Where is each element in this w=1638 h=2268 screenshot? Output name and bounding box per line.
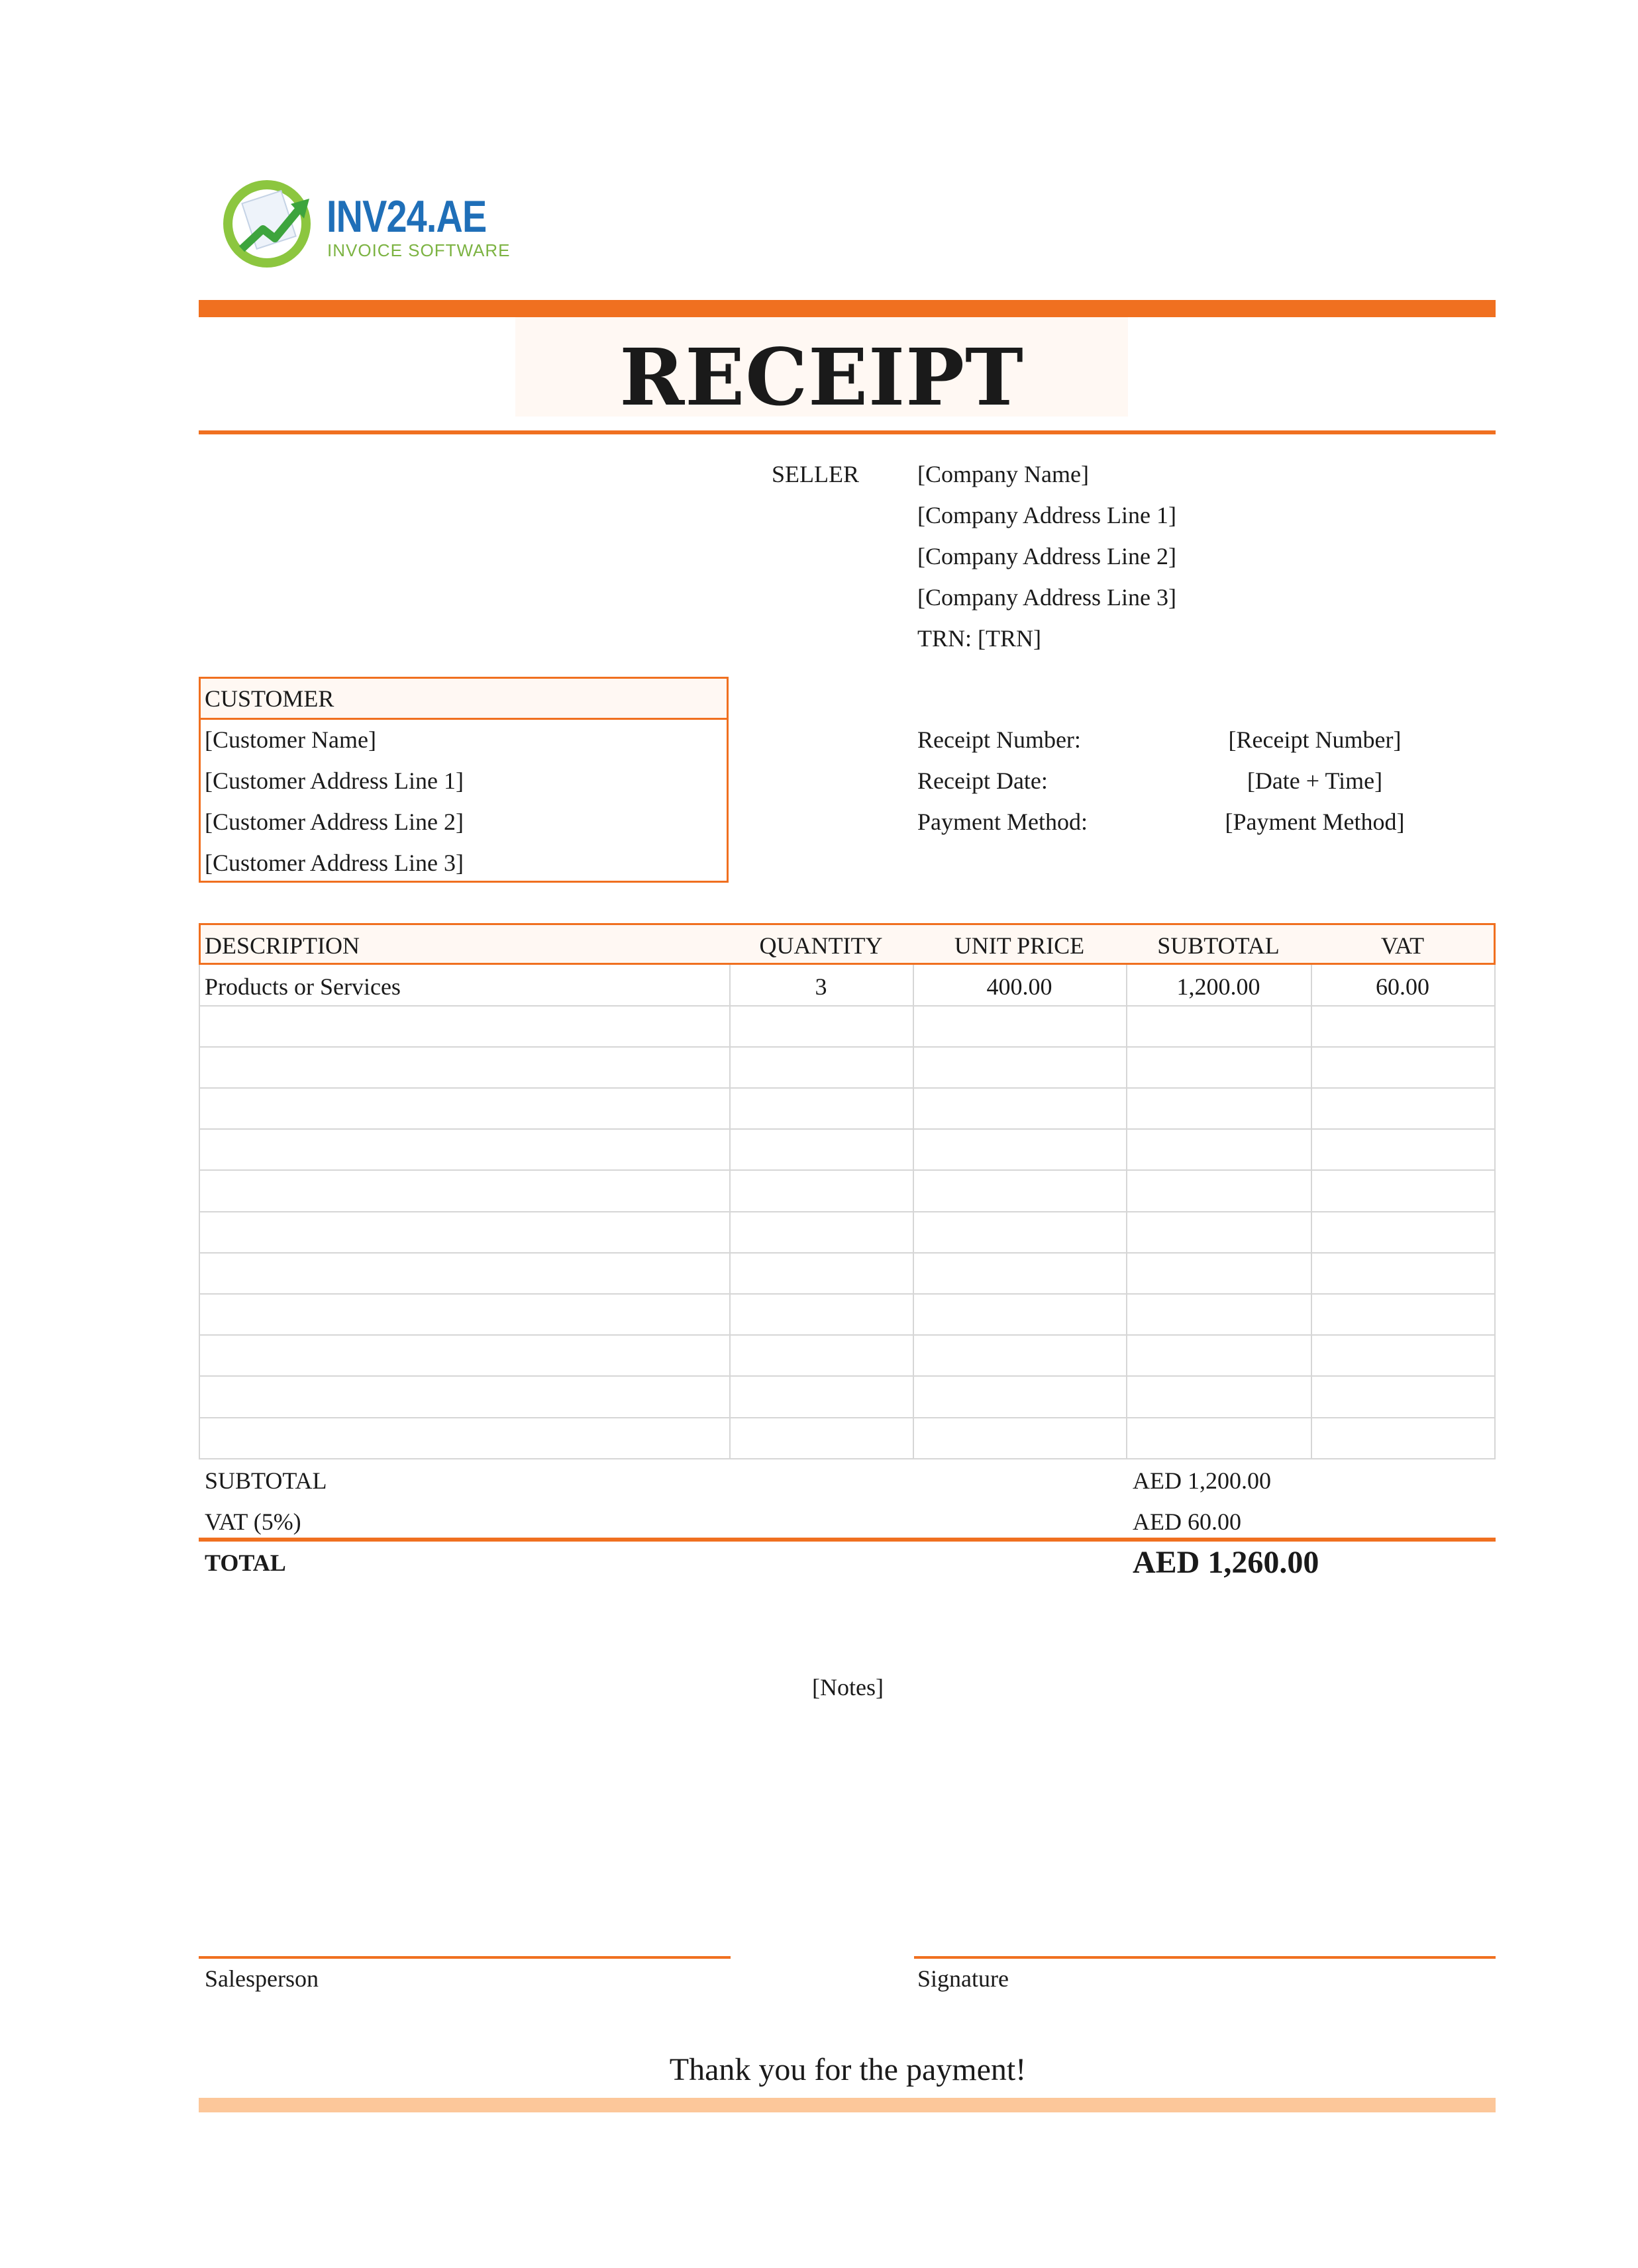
table-grid-line: [199, 1375, 1496, 1377]
signature-label: Signature: [917, 1965, 1009, 1992]
total-label: TOTAL: [205, 1550, 286, 1576]
table-grid-line: [199, 1169, 1496, 1171]
subtotal-label: SUBTOTAL: [205, 1467, 327, 1494]
seller-address-line-3: [Company Address Line 3]: [917, 584, 1176, 611]
table-grid-line: [199, 1087, 1496, 1089]
customer-address-line-2: [Customer Address Line 2]: [205, 809, 464, 835]
seller-trn: TRN: [TRN]: [917, 625, 1041, 652]
table-grid-line: [199, 1334, 1496, 1336]
column-header-vat: VAT: [1380, 932, 1425, 959]
seller-address-line-2: [Company Address Line 2]: [917, 543, 1176, 569]
column-header-description: DESCRIPTION: [205, 932, 360, 959]
seller-address-line-1: [Company Address Line 1]: [917, 502, 1176, 528]
receipt-date-value: [Date + Time]: [1247, 767, 1383, 794]
logo-subtitle: INVOICE SOFTWARE: [327, 240, 511, 260]
receipt-date-label: Receipt Date:: [917, 767, 1048, 794]
logo-chart-icon: [222, 177, 321, 270]
table-cell-subtotal: 1,200.00: [1176, 973, 1260, 1000]
customer-label: CUSTOMER: [205, 685, 334, 712]
bottom-accent-bar: [199, 2098, 1496, 2112]
seller-label: SELLER: [772, 461, 859, 487]
column-header-unit-price: UNIT PRICE: [954, 932, 1085, 959]
payment-method-label: Payment Method:: [917, 809, 1088, 835]
receipt-number-label: Receipt Number:: [917, 726, 1081, 753]
salesperson-label: Salesperson: [205, 1965, 319, 1992]
table-grid-line: [199, 1417, 1496, 1418]
seller-company-name: [Company Name]: [917, 461, 1089, 487]
column-header-quantity: QUANTITY: [759, 932, 883, 959]
receipt-title: RECEIPT: [619, 331, 1024, 423]
notes: [Notes]: [812, 1674, 884, 1701]
total-value: AED 1,260.00: [1133, 1545, 1319, 1580]
thank-you-message: Thank you for the payment!: [669, 2052, 1027, 2087]
receipt-number-value: [Receipt Number]: [1228, 726, 1402, 753]
vat-label: VAT (5%): [205, 1508, 301, 1535]
vat-value: AED 60.00: [1133, 1508, 1241, 1535]
table-grid-line: [199, 1252, 1496, 1254]
table-cell-vat: 60.00: [1376, 973, 1429, 1000]
table-grid-line: [199, 1211, 1496, 1212]
table-grid-line: [199, 1046, 1496, 1048]
customer-address-line-1: [Customer Address Line 1]: [205, 767, 464, 794]
title-divider: [199, 430, 1496, 434]
subtotal-value: AED 1,200.00: [1133, 1467, 1271, 1494]
logo-name: INV24.AE: [327, 191, 487, 242]
top-accent-bar: [199, 300, 1496, 317]
table-grid-line: [199, 1005, 1496, 1007]
table-cell-unit-price: 400.00: [986, 973, 1052, 1000]
customer-address-line-3: [Customer Address Line 3]: [205, 850, 464, 876]
table-cell-quantity: 3: [815, 973, 827, 1000]
customer-name: [Customer Name]: [205, 726, 376, 753]
table-cell-description: Products or Services: [205, 973, 401, 1000]
table-grid-line: [199, 1293, 1496, 1295]
column-header-subtotal: SUBTOTAL: [1157, 932, 1280, 959]
signature-line: [914, 1956, 1496, 1959]
table-grid-line: [199, 1128, 1496, 1130]
payment-method-value: [Payment Method]: [1225, 809, 1405, 835]
total-divider: [199, 1538, 1496, 1542]
salesperson-signature-line: [199, 1956, 731, 1959]
table-grid-line: [199, 1458, 1496, 1459]
